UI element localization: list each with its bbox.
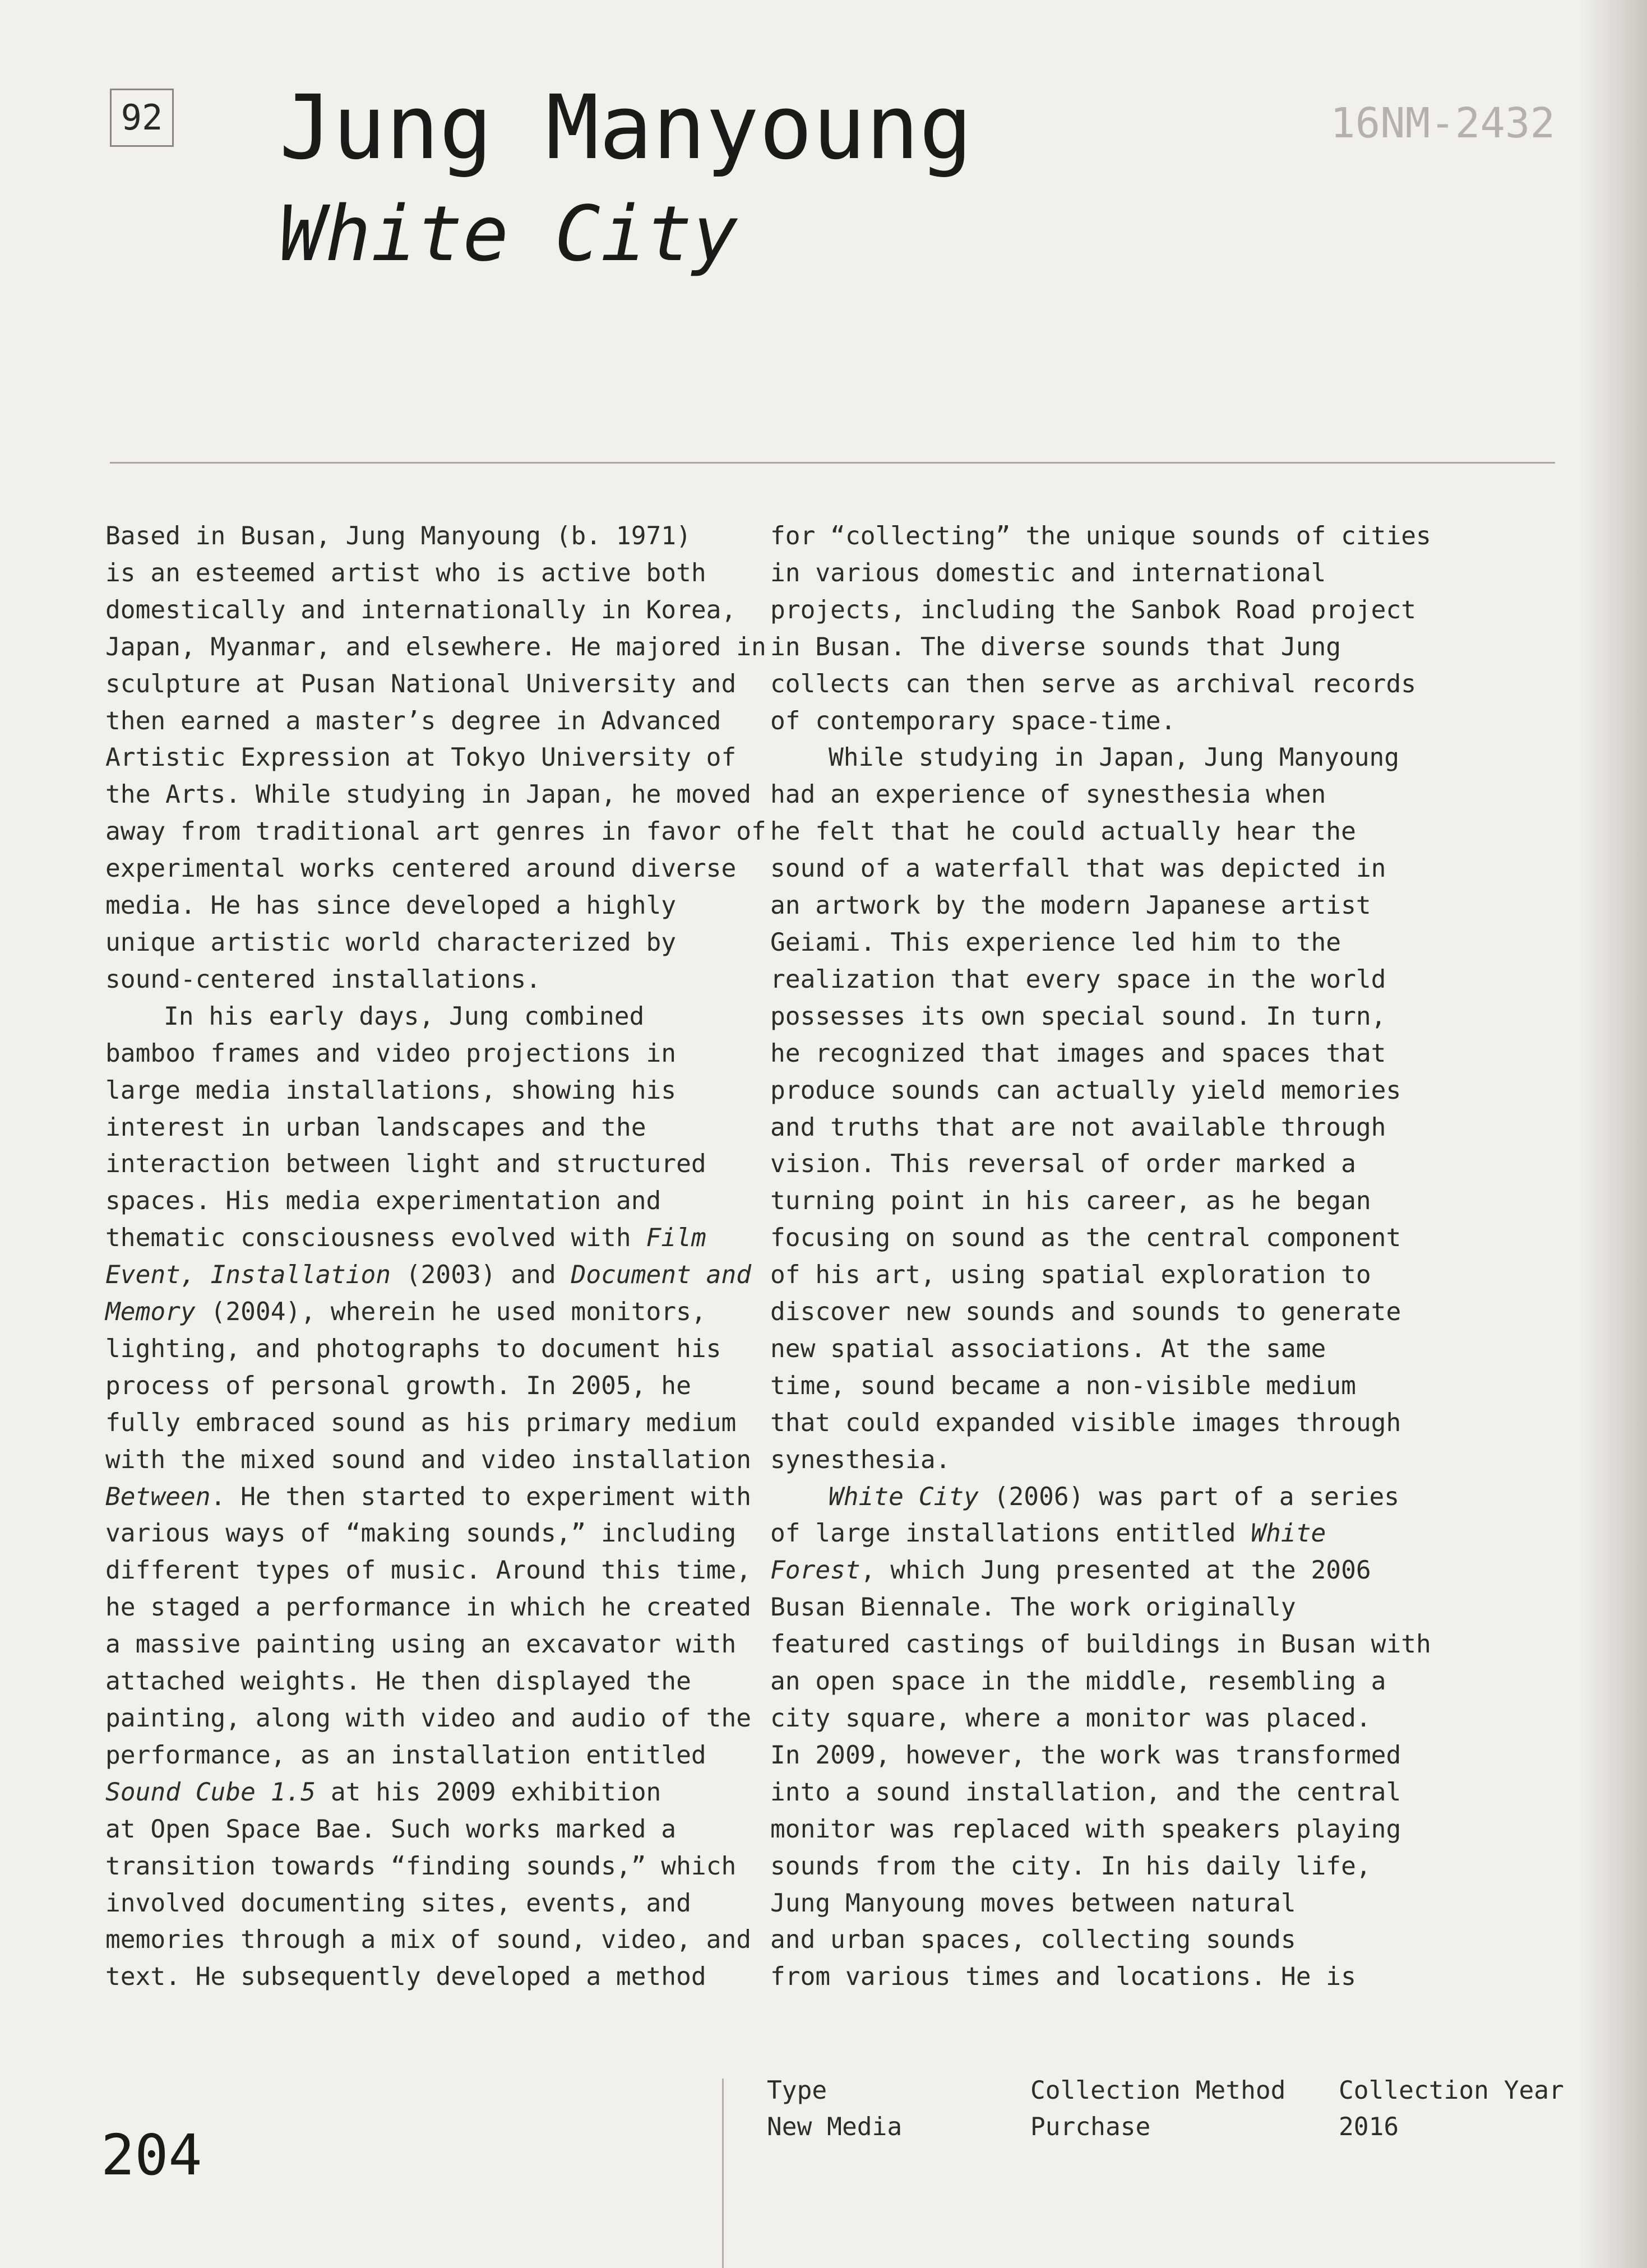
collection-year-value: 2016 <box>1339 2113 1399 2141</box>
text-line: possesses its own special sound. In turn, <box>770 1002 1386 1031</box>
paragraph-2 <box>105 998 752 1996</box>
text-line: lighting, and photographs to document his <box>105 1334 721 1363</box>
italic-title-memory: Memory <box>105 1298 196 1327</box>
text-line: an artwork by the modern Japanese artist <box>770 891 1371 920</box>
text-line: turning point in his career, as he began <box>770 1187 1371 1216</box>
text-line: in Busan. The diverse sounds that Jung <box>770 632 1341 661</box>
text-line <box>105 1479 752 1516</box>
text-line: text. He subsequently developed a method <box>105 1962 706 1992</box>
text-line: of contemporary space-time. <box>770 706 1176 735</box>
italic-title-forest: Forest <box>770 1556 860 1585</box>
text-line: focusing on sound as the central component <box>770 1224 1401 1253</box>
italic-title-film: Film <box>646 1224 706 1253</box>
text-line: projects, including the Sanbok Road project <box>770 595 1417 624</box>
text-line: and truths that are not available through <box>770 1113 1386 1142</box>
text-line: sound-centered installations. <box>105 965 541 994</box>
text-line: While studying in Japan, Jung Manyoung <box>829 743 1400 772</box>
italic-title-document-and: Document and <box>571 1261 752 1290</box>
text-segment: , which Jung presented at the 2006 <box>860 1556 1371 1585</box>
paragraph-1 <box>105 518 766 998</box>
text-line: domestically and internationally in Korea, <box>105 595 737 624</box>
text-line: featured castings of buildings in Busan with <box>770 1630 1431 1659</box>
paragraph-2-continued <box>770 518 1431 739</box>
header-divider <box>110 462 1555 464</box>
text-column-left <box>105 518 766 1996</box>
text-line: Japan, Myanmar, and elsewhere. He majored in <box>105 632 766 661</box>
collection-method-label: Collection Method <box>1030 2076 1286 2105</box>
text-line: spaces. His media experimentation and <box>105 1187 661 1216</box>
text-line: various ways of “making sounds,” including <box>105 1519 737 1548</box>
text-line: Jung Manyoung moves between natural <box>770 1889 1296 1918</box>
text-segment: thematic consciousness evolved with <box>105 1224 646 1253</box>
text-line: monitor was replaced with speakers playing <box>770 1815 1401 1844</box>
text-line: an open space in the middle, resembling a <box>770 1667 1386 1696</box>
text-segment: (2004), wherein he used monitors, <box>195 1298 706 1327</box>
text-column-right <box>770 518 1431 1996</box>
text-line: performance, as an installation entitled <box>105 1741 706 1770</box>
text-line: is an esteemed artist who is active both <box>105 558 706 587</box>
text-line: at Open Space Bae. Such works marked a <box>105 1815 677 1844</box>
text-line: for “collecting” the unique sounds of cities <box>770 522 1431 550</box>
text-line: of his art, using spatial exploration to <box>770 1261 1371 1290</box>
text-line: with the mixed sound and video installation <box>105 1445 752 1474</box>
paragraph-4 <box>770 1479 1431 1996</box>
text-line: and urban spaces, collecting sounds <box>770 1926 1296 1955</box>
italic-title-sound-cube: Sound Cube 1.5 <box>105 1778 316 1807</box>
text-line: fully embraced sound as his primary medium <box>105 1408 737 1437</box>
text-line: synesthesia. <box>770 1445 951 1474</box>
text-line: had an experience of synesthesia when <box>770 780 1326 809</box>
text-line: in various domestic and international <box>770 558 1326 587</box>
text-segment: . He then started to experiment with <box>210 1482 752 1511</box>
text-line: the Arts. While studying in Japan, he moved <box>105 780 752 809</box>
text-line: into a sound installation, and the central <box>770 1778 1401 1807</box>
text-line: discover new sounds and sounds to generate <box>770 1298 1401 1327</box>
text-line: In 2009, however, the work was transformed <box>770 1741 1401 1770</box>
text-line: experimental works centered around diverse <box>105 854 737 883</box>
text-line <box>105 1294 744 1331</box>
text-line: painting, along with video and audio of the <box>105 1704 752 1733</box>
text-line: memories through a mix of sound, video, and <box>105 1926 752 1955</box>
text-line <box>105 1220 744 1257</box>
text-line: that could expanded visible images through <box>770 1408 1401 1437</box>
paragraph-3 <box>770 739 1409 1478</box>
type-value: New Media <box>767 2113 903 2141</box>
text-line: he recognized that images and spaces that <box>770 1039 1386 1068</box>
text-line: then earned a master’s degree in Advanced <box>105 706 721 735</box>
text-line: media. He has since developed a highly <box>105 891 677 920</box>
text-line: different types of music. Around this time, <box>105 1556 752 1585</box>
artist-name: Jung Manyoung <box>279 76 973 179</box>
text-segment: (2003) and <box>391 1261 571 1290</box>
text-line: sound of a waterfall that was depicted in <box>770 854 1386 883</box>
text-line: collects can then serve as archival records <box>770 669 1417 698</box>
text-line: realization that every space in the world <box>770 965 1386 994</box>
italic-title-white-city: White City <box>829 1482 979 1511</box>
text-line: large media installations, showing his <box>105 1076 677 1105</box>
text-line: city square, where a monitor was placed. <box>770 1704 1371 1733</box>
text-line: sounds from the city. In his daily life, <box>770 1852 1371 1881</box>
text-line <box>770 1552 1409 1589</box>
text-line: he felt that he could actually hear the <box>770 817 1356 846</box>
text-line: bamboo frames and video projections in <box>105 1039 677 1068</box>
text-line: Geiami. This experience led him to the <box>770 928 1341 957</box>
text-line: sculpture at Pusan National University and <box>105 669 737 698</box>
text-line: interaction between light and structured <box>105 1150 706 1179</box>
text-line: a massive painting using an excavator with <box>105 1630 737 1659</box>
entry-number-box: 92 <box>110 89 174 147</box>
accession-number: 16NM-2432 <box>1330 99 1555 147</box>
text-line: In his early days, Jung combined <box>164 1002 645 1031</box>
text-line <box>105 1257 752 1294</box>
work-title: White City <box>279 190 738 279</box>
collection-method-value: Purchase <box>1030 2113 1151 2141</box>
collection-year-label: Collection Year <box>1339 2076 1564 2105</box>
text-line: from various times and locations. He is <box>770 1962 1356 1992</box>
text-segment: at his 2009 exhibition <box>316 1778 661 1807</box>
text-line: unique artistic world characterized by <box>105 928 677 957</box>
text-line: new spatial associations. At the same <box>770 1334 1326 1363</box>
text-line: transition towards “finding sounds,” which <box>105 1852 737 1881</box>
italic-title-event-installation: Event, Installation <box>105 1261 391 1290</box>
text-line <box>770 1479 1409 1516</box>
text-line: Based in Busan, Jung Manyoung (b. 1971) <box>105 522 691 550</box>
text-line: he staged a performance in which he created <box>105 1593 752 1622</box>
text-line: vision. This reversal of order marked a <box>770 1150 1356 1179</box>
text-line: process of personal growth. In 2005, he <box>105 1371 691 1400</box>
page-number: 204 <box>101 2122 202 2188</box>
text-line: attached weights. He then displayed the <box>105 1667 691 1696</box>
italic-title-between: Between <box>105 1482 211 1511</box>
text-line: interest in urban landscapes and the <box>105 1113 646 1142</box>
text-line: Artistic Expression at Tokyo University of <box>105 743 737 772</box>
text-line <box>770 1515 1409 1552</box>
footer-divider <box>722 2079 724 2268</box>
text-line: Busan Biennale. The work originally <box>770 1593 1296 1622</box>
text-segment: (2006) was part of a series <box>978 1482 1400 1511</box>
text-line: away from traditional art genres in favor of <box>105 817 766 846</box>
text-line: produce sounds can actually yield memories <box>770 1076 1401 1105</box>
text-line: involved documenting sites, events, and <box>105 1889 691 1918</box>
italic-title-white: White <box>1251 1519 1326 1548</box>
text-line: time, sound became a non-visible medium <box>770 1371 1356 1400</box>
text-line <box>105 1774 744 1811</box>
text-segment: of large installations entitled <box>770 1519 1251 1548</box>
page-edge-shadow <box>1580 0 1647 2268</box>
type-label: Type <box>767 2076 827 2105</box>
